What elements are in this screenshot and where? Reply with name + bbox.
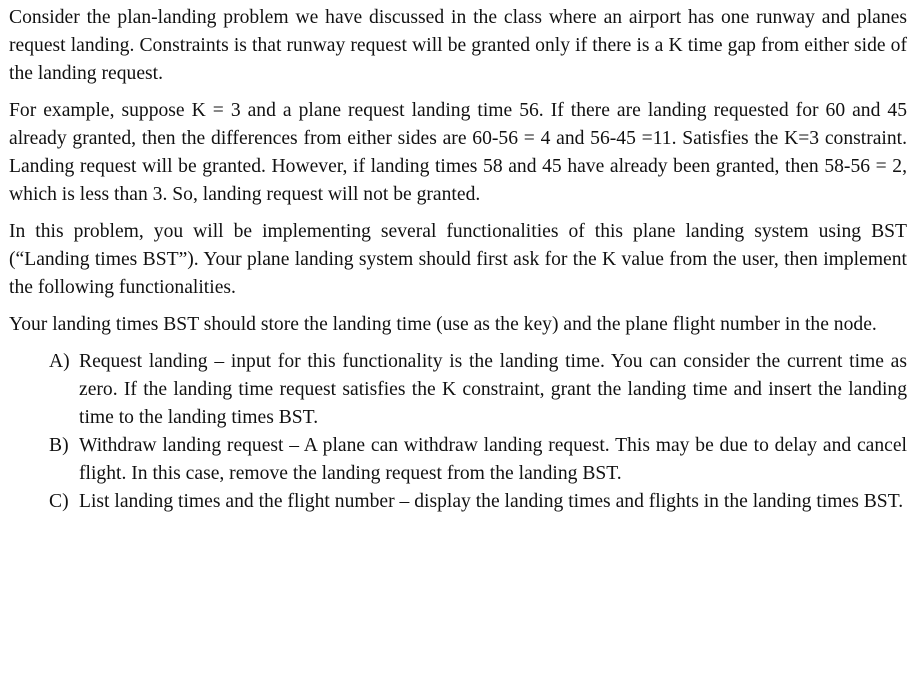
list-item-list-landing-times [9,488,907,516]
list-marker: C) [49,491,69,512]
document-page [9,4,907,516]
intro-paragraph: Consider the plan-landing problem we have discussed in the class where an airport has one runway and planes request landing. Constraints is that runway request will be granted only if there is a K time gap from either side of the landing request. [9,7,907,84]
list-marker: B) [49,435,69,456]
functionality-list [9,348,907,516]
list-item-withdraw-landing [9,432,907,488]
bst-node-paragraph: Your landing times BST should store the landing time (use as the key) and the plane flight number in the node. [9,314,877,335]
list-item-text: Request landing – input for this functionality is the landing time. You can consider the current time as zero. If the landing time request satisfies the K constraint, grant the landing time and insert the landing time to the landing times BST. [79,351,907,428]
list-marker: A) [49,351,70,372]
example-paragraph: For example, suppose K = 3 and a plane request landing time 56. If there are landing requested for 60 and 45 already granted, then the differences from either sides are 60-56 = 4 and 56-45 =11. Satisfies the K=3 constraint. Landing request will be granted. However, if landing times 58 and 45 have already been granted, then 58-56 = 2, which is less than 3. So, landing request will not be granted. [9,100,907,205]
list-item-text: List landing times and the flight number – display the landing times and flights in the landing times BST. [79,491,904,512]
task-paragraph: In this problem, you will be implementing several functionalities of this plane landing system using BST (“Landing times BST”). Your plane landing system should first ask for the K value from the user, then implement the following functionalities. [9,221,907,298]
list-item-request-landing [9,348,907,432]
list-item-text: Withdraw landing request – A plane can withdraw landing request. This may be due to delay and cancel flight. In this case, remove the landing request from the landing BST. [79,435,907,484]
